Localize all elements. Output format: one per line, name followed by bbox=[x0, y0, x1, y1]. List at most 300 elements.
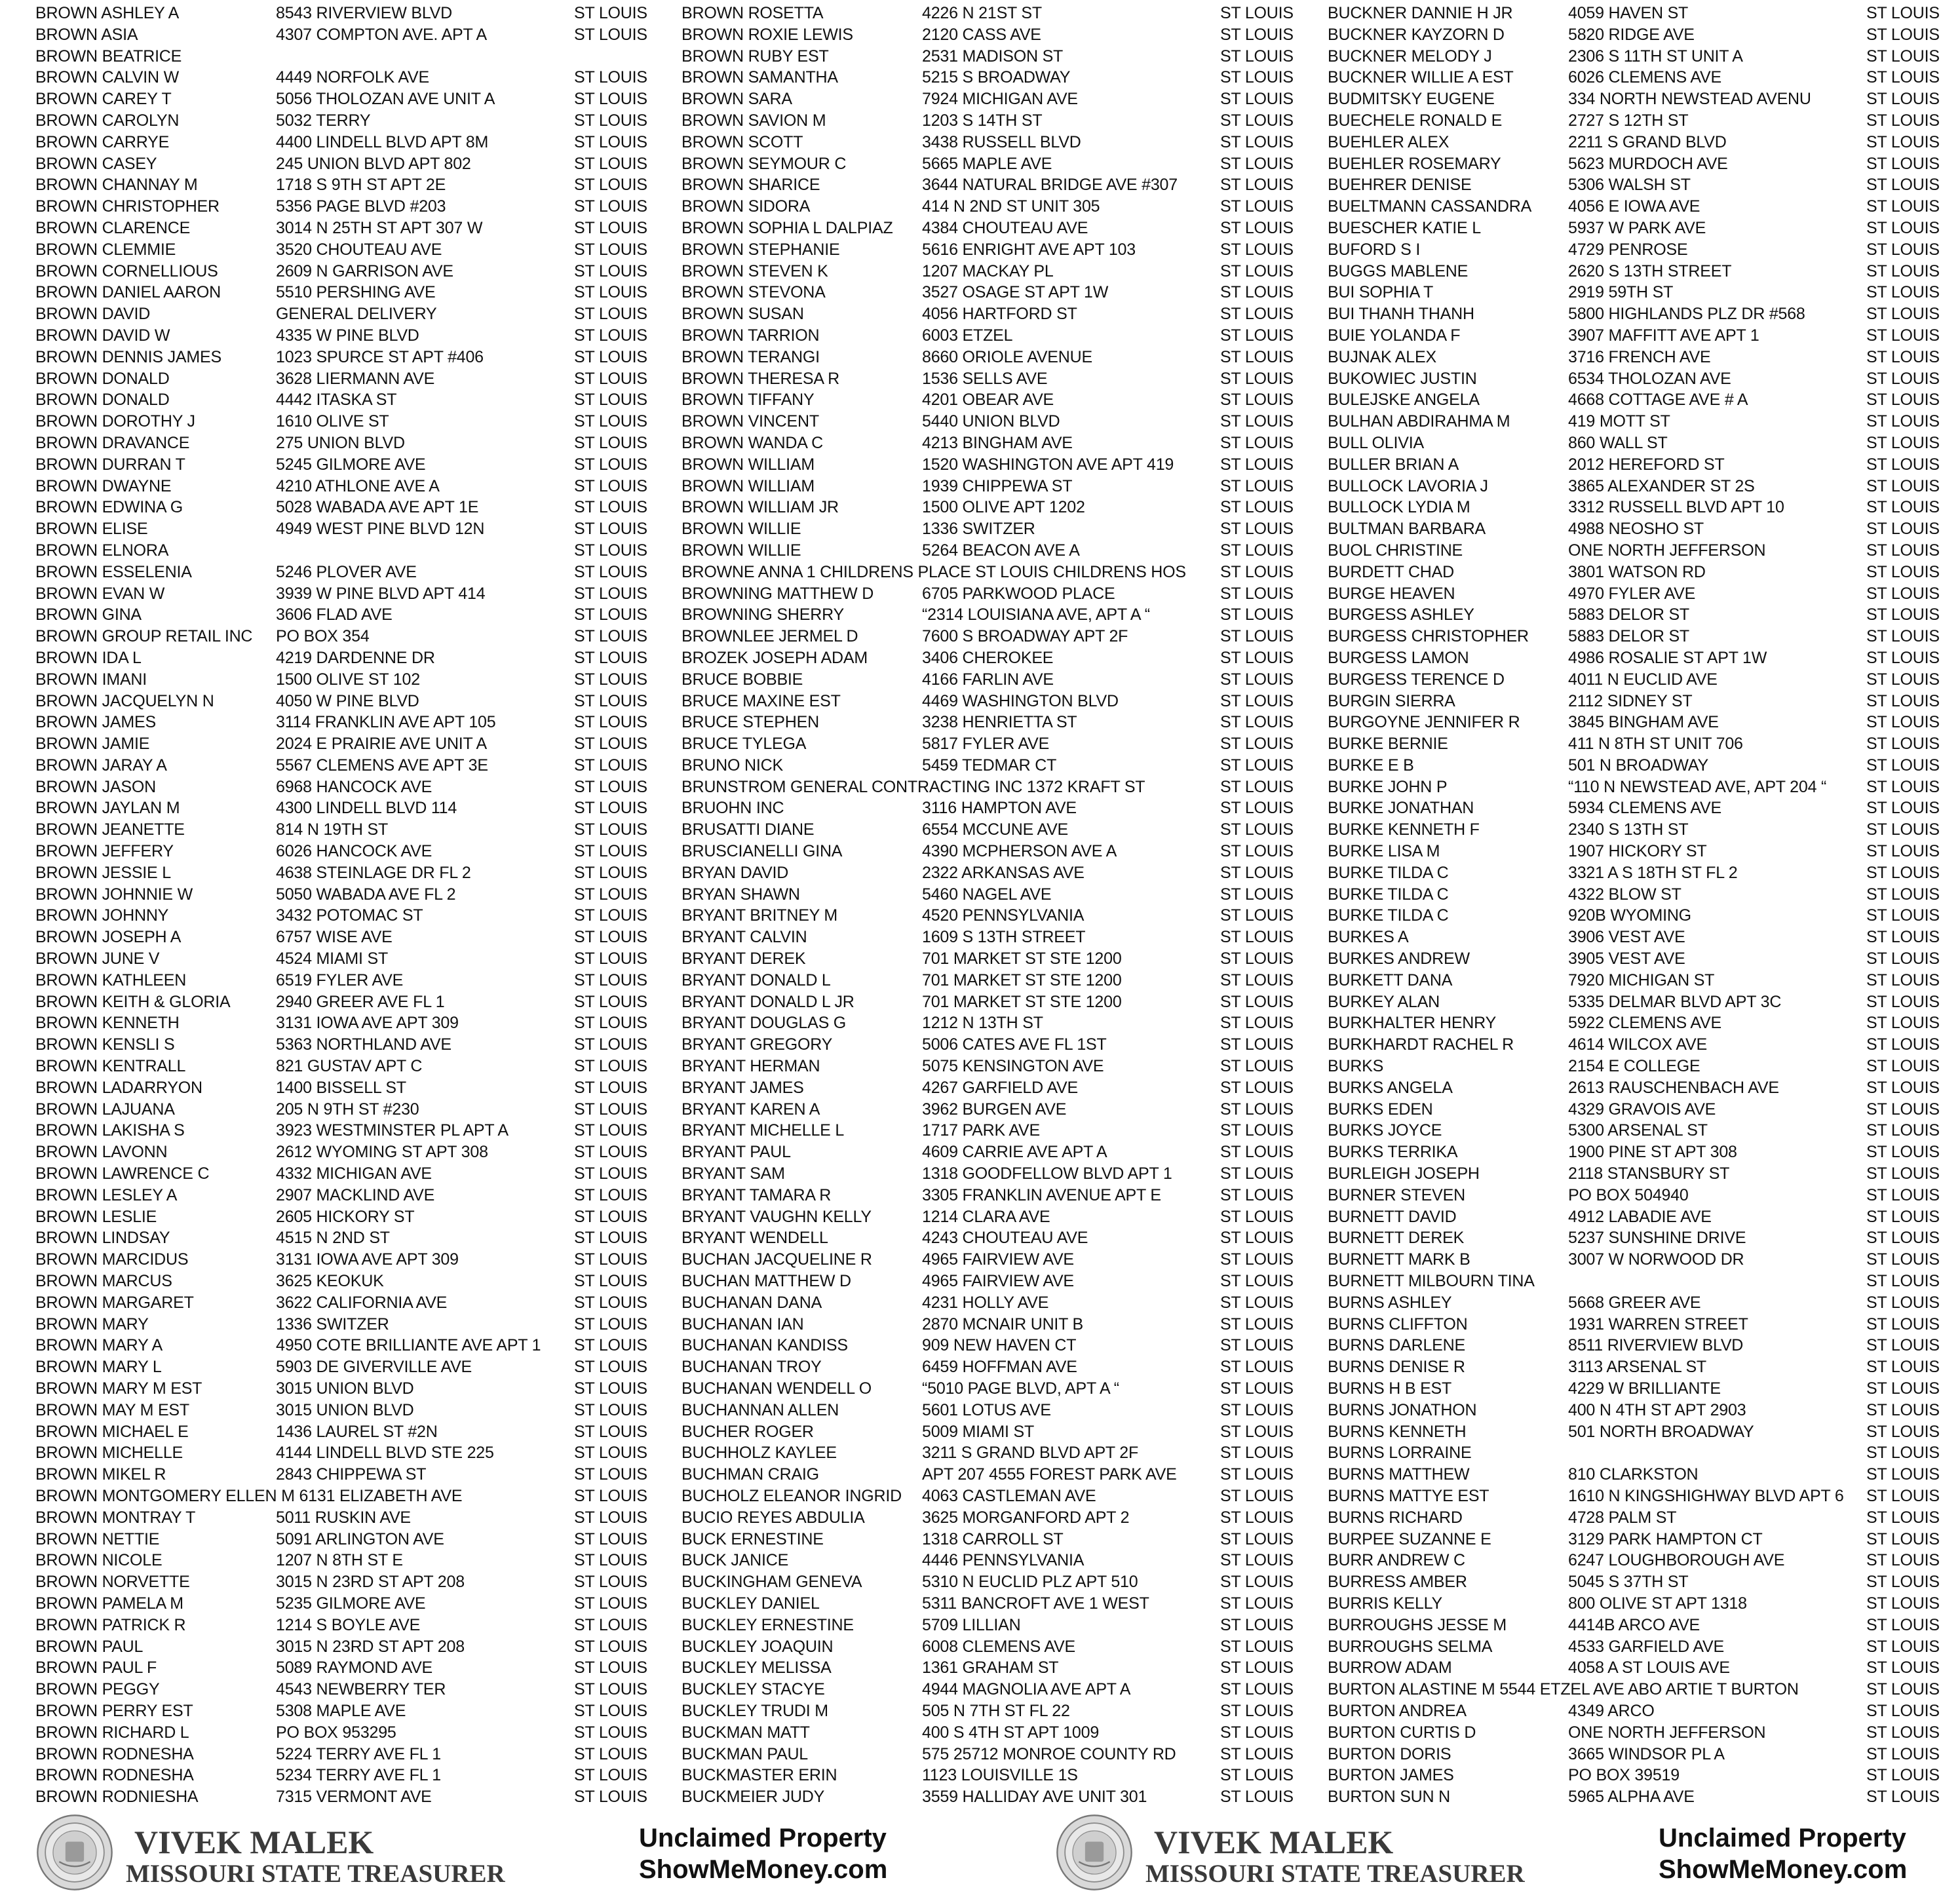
owner-city: ST LOUIS bbox=[574, 1379, 647, 1398]
listing-row bbox=[1328, 1700, 1957, 1722]
listing-row bbox=[35, 1593, 664, 1615]
owner-address: 505 N 7TH ST FL 22 bbox=[922, 1701, 1070, 1720]
owner-city: ST LOUIS bbox=[1220, 111, 1294, 130]
owner-address: 5820 RIDGE AVE bbox=[1568, 25, 1695, 44]
owner-city: ST LOUIS bbox=[574, 197, 647, 216]
owner-city: ST LOUIS bbox=[1220, 1272, 1294, 1291]
owner-name: BROWN CARRYE bbox=[35, 132, 170, 151]
owner-name: BROWN CHRISTOPHER bbox=[35, 197, 220, 216]
owner-name: BROWN SCOTT bbox=[682, 132, 803, 151]
owner-name: BURKS bbox=[1328, 1057, 1384, 1076]
owner-address: 4384 CHOUTEAU AVE bbox=[922, 218, 1088, 237]
owner-name: BURNS KENNETH bbox=[1328, 1422, 1467, 1441]
owner-address: 5601 LOTUS AVE bbox=[922, 1400, 1051, 1419]
listing-row bbox=[1328, 454, 1957, 476]
listing-row bbox=[35, 1786, 664, 1808]
owner-address: 419 MOTT ST bbox=[1568, 412, 1670, 431]
owner-name: BUCKNER DANNIE H JR bbox=[1328, 4, 1513, 22]
owner-address: 7315 VERMONT AVE bbox=[276, 1788, 432, 1807]
owner-address: 4515 N 2ND ST bbox=[276, 1229, 390, 1248]
owner-name: BUCKMEIER JUDY bbox=[682, 1788, 825, 1807]
owner-name: BROWN JAMES bbox=[35, 713, 156, 732]
listing-row bbox=[35, 1636, 664, 1658]
listing-row bbox=[1328, 1314, 1957, 1335]
owner-city: ST LOUIS bbox=[1220, 992, 1294, 1011]
owner-address: 4965 FAIRVIEW AVE bbox=[922, 1250, 1074, 1269]
listing-row bbox=[682, 1571, 1311, 1593]
listing-row bbox=[1328, 647, 1957, 669]
owner-address: 2012 HEREFORD ST bbox=[1568, 455, 1725, 474]
owner-address: 5623 MURDOCH AVE bbox=[1568, 154, 1728, 173]
owner-name: BROWN WILLIAM bbox=[682, 476, 815, 495]
listing-row bbox=[35, 476, 664, 497]
owner-name: BUCKLEY STACYE bbox=[682, 1680, 825, 1699]
listing-row bbox=[682, 46, 1311, 67]
owner-address: 3015 N 23RD ST APT 208 bbox=[276, 1637, 465, 1656]
owner-name: BURGESS ASHLEY bbox=[1328, 605, 1474, 624]
listing-row bbox=[682, 647, 1311, 669]
owner-city: ST LOUIS bbox=[1220, 670, 1294, 689]
listing-row bbox=[1328, 1034, 1957, 1056]
owner-name: BROWN WANDA C bbox=[682, 433, 823, 452]
owner-name: BROWN CAREY T bbox=[35, 90, 172, 109]
owner-name: BROWN TIFFANY bbox=[682, 391, 815, 410]
listing-row bbox=[1328, 1249, 1957, 1271]
owner-address: 4056 E IOWA AVE bbox=[1568, 197, 1701, 216]
treasurer-title: MISSOURI STATE TREASURER bbox=[126, 1860, 505, 1888]
listing-row bbox=[35, 497, 664, 518]
listing-row bbox=[682, 1012, 1311, 1034]
owner-address: 1907 HICKORY ST bbox=[1568, 842, 1707, 861]
owner-address: 6003 ETZEL bbox=[922, 326, 1013, 345]
listing-row bbox=[1328, 905, 1957, 927]
owner-city: ST LOUIS bbox=[1220, 498, 1294, 517]
listing-row bbox=[1328, 239, 1957, 261]
owner-name: BROWN ROSETTA bbox=[682, 4, 824, 22]
listing-row bbox=[35, 1271, 664, 1292]
owner-name: BUCHANAN KANDISS bbox=[682, 1336, 848, 1355]
owner-name: BROWN SIDORA bbox=[682, 197, 811, 216]
owner-name: BROWN SUSAN bbox=[682, 305, 804, 324]
owner-city: ST LOUIS bbox=[1220, 476, 1294, 495]
owner-city: ST LOUIS bbox=[574, 756, 647, 775]
owner-address: 1536 SELLS AVE bbox=[922, 369, 1048, 388]
listing-row bbox=[682, 733, 1311, 755]
owner-address: 5922 CLEMENS AVE bbox=[1568, 1014, 1721, 1033]
listing-row bbox=[1328, 948, 1957, 970]
owner-address: 5056 THOLOZAN AVE UNIT A bbox=[276, 90, 495, 109]
owner-address: 1939 CHIPPEWA ST bbox=[922, 476, 1073, 495]
owner-name: BURGE HEAVEN bbox=[1328, 584, 1455, 603]
owner-address: 3923 WESTMINSTER PL APT A bbox=[276, 1121, 509, 1140]
owner-name: BROWN PERRY EST bbox=[35, 1701, 193, 1720]
owner-city: ST LOUIS bbox=[1866, 305, 1940, 324]
owner-city: ST LOUIS bbox=[1220, 1594, 1294, 1613]
listing-row bbox=[35, 862, 664, 884]
owner-city: ST LOUIS bbox=[1220, 1314, 1294, 1333]
owner-address: 3406 CHEROKEE bbox=[922, 648, 1054, 667]
listing-row bbox=[682, 411, 1311, 432]
owner-name: BROWN CALVIN W bbox=[35, 68, 179, 87]
owner-address: 4335 W PINE BLVD bbox=[276, 326, 419, 345]
listing-row bbox=[35, 1550, 664, 1571]
owner-city: ST LOUIS bbox=[1866, 1121, 1940, 1140]
listing-row bbox=[35, 88, 664, 110]
owner-city: ST LOUIS bbox=[1220, 584, 1294, 603]
listing-row bbox=[682, 196, 1311, 218]
owner-address: 4668 COTTAGE AVE # A bbox=[1568, 391, 1748, 410]
owner-name: BROWN PEGGY bbox=[35, 1680, 160, 1699]
listing-row bbox=[682, 712, 1311, 733]
owner-address: 6008 CLEMENS AVE bbox=[922, 1637, 1075, 1656]
owner-address: 5335 DELMAR BLVD APT 3C bbox=[1568, 992, 1782, 1011]
owner-city: ST LOUIS bbox=[1866, 713, 1940, 732]
owner-address: 4219 DARDENNE DR bbox=[276, 648, 435, 667]
owner-address: 5246 PLOVER AVE bbox=[276, 562, 417, 581]
owner-city: ST LOUIS bbox=[1866, 1078, 1940, 1097]
owner-city: ST LOUIS bbox=[574, 433, 647, 452]
owner-address: 3622 CALIFORNIA AVE bbox=[276, 1293, 448, 1312]
owner-name: BUCHOLZ ELEANOR INGRID bbox=[682, 1486, 902, 1505]
listing-row bbox=[682, 970, 1311, 991]
owner-address: 810 CLARKSTON bbox=[1568, 1465, 1699, 1484]
owner-name: BURKE TILDA C bbox=[1328, 906, 1449, 925]
owner-name: BROWNE ANNA 1 CHILDRENS PLACE ST LOUIS CHILDRENS HOS bbox=[682, 562, 1186, 581]
listing-row bbox=[682, 1185, 1311, 1206]
owner-city: ST LOUIS bbox=[1866, 283, 1940, 302]
owner-city: ST LOUIS bbox=[1220, 1143, 1294, 1162]
listing-row bbox=[1328, 1657, 1957, 1679]
owner-name: BURNS CLIFFTON bbox=[1328, 1314, 1468, 1333]
owner-city: ST LOUIS bbox=[574, 906, 647, 925]
listing-row bbox=[1328, 1400, 1957, 1421]
listing-row bbox=[1328, 1099, 1957, 1121]
owner-city: ST LOUIS bbox=[1866, 476, 1940, 495]
owner-name: BURKS ANGELA bbox=[1328, 1078, 1453, 1097]
owner-address: 5235 GILMORE AVE bbox=[276, 1594, 426, 1613]
owner-city: ST LOUIS bbox=[1866, 1250, 1940, 1269]
owner-name: BROWN ELISE bbox=[35, 520, 148, 539]
program-name: Unclaimed Property bbox=[1659, 1824, 1906, 1852]
owner-name: BROWN LINDSAY bbox=[35, 1229, 170, 1248]
owner-city: ST LOUIS bbox=[1866, 562, 1940, 581]
owner-city: ST LOUIS bbox=[574, 1508, 647, 1527]
owner-name: BRYANT DONALD L JR bbox=[682, 992, 855, 1011]
owner-city: ST LOUIS bbox=[1220, 713, 1294, 732]
owner-address: 5937 W PARK AVE bbox=[1568, 218, 1706, 237]
listing-row bbox=[682, 583, 1311, 605]
owner-city: ST LOUIS bbox=[574, 1573, 647, 1592]
listing-row bbox=[35, 777, 664, 798]
owner-name: BROWN SEYMOUR C bbox=[682, 154, 847, 173]
owner-name: BUESCHER KATIE L bbox=[1328, 218, 1481, 237]
owner-city: ST LOUIS bbox=[1220, 326, 1294, 345]
owner-address: 4349 ARCO bbox=[1568, 1701, 1655, 1720]
owner-address: 5440 UNION BLVD bbox=[922, 412, 1060, 431]
owner-city: ST LOUIS bbox=[1866, 627, 1940, 646]
owner-name: BURKHALTER HENRY bbox=[1328, 1014, 1497, 1033]
owner-address: 2306 S 11TH ST UNIT A bbox=[1568, 47, 1743, 66]
owner-address: 4166 FARLIN AVE bbox=[922, 670, 1054, 689]
owner-address: 3606 FLAD AVE bbox=[276, 605, 393, 624]
owner-address: 1214 S BOYLE AVE bbox=[276, 1615, 421, 1634]
owner-address: 3321 A S 18TH ST FL 2 bbox=[1568, 863, 1738, 882]
listing-row bbox=[682, 1335, 1311, 1356]
owner-name: BUCHHOLZ KAYLEE bbox=[682, 1444, 837, 1463]
owner-city: ST LOUIS bbox=[1220, 970, 1294, 989]
owner-address: 4056 HARTFORD ST bbox=[922, 305, 1077, 324]
listing-row bbox=[35, 1056, 664, 1077]
owner-city: ST LOUIS bbox=[1866, 1529, 1940, 1548]
owner-address: 6968 HANCOCK AVE bbox=[276, 777, 432, 796]
listing-row bbox=[35, 669, 664, 691]
listing-row bbox=[35, 647, 664, 669]
owner-name: BROWN MARY M EST bbox=[35, 1379, 202, 1398]
owner-address: 7600 S BROADWAY APT 2F bbox=[922, 627, 1128, 646]
owner-city: ST LOUIS bbox=[574, 326, 647, 345]
owner-address: 2613 RAUSCHENBACH AVE bbox=[1568, 1078, 1779, 1097]
owner-name: BROWN LESLIE bbox=[35, 1207, 157, 1226]
owner-name: BURPEE SUZANNE E bbox=[1328, 1529, 1491, 1548]
listing-row bbox=[1328, 1786, 1957, 1808]
owner-city: ST LOUIS bbox=[574, 154, 647, 173]
listing-row bbox=[35, 1571, 664, 1593]
owner-city: ST LOUIS bbox=[574, 520, 647, 539]
owner-city: ST LOUIS bbox=[1866, 1143, 1940, 1162]
owner-city: ST LOUIS bbox=[1866, 670, 1940, 689]
owner-city: ST LOUIS bbox=[574, 68, 647, 87]
owner-name: BRYANT CALVIN bbox=[682, 928, 807, 947]
owner-name: BROWN ESSELENIA bbox=[35, 562, 192, 581]
owner-name: BROWN WILLIAM bbox=[682, 455, 815, 474]
owner-city: ST LOUIS bbox=[1866, 1744, 1940, 1763]
owner-city: ST LOUIS bbox=[1220, 735, 1294, 754]
owner-address: 1203 S 14TH ST bbox=[922, 111, 1043, 130]
owner-name: BRUOHN INC bbox=[682, 799, 784, 818]
owner-name: BURNS MATTHEW bbox=[1328, 1465, 1470, 1484]
listing-row bbox=[682, 927, 1311, 948]
owner-city: ST LOUIS bbox=[1220, 1444, 1294, 1463]
listing-row bbox=[1328, 1529, 1957, 1550]
listing-row bbox=[682, 476, 1311, 497]
listing-row bbox=[35, 1486, 664, 1507]
owner-name: BROWN MICHAEL E bbox=[35, 1422, 189, 1441]
owner-name: BUCK ERNESTINE bbox=[682, 1529, 824, 1548]
owner-address: 4201 OBEAR AVE bbox=[922, 391, 1054, 410]
owner-city: ST LOUIS bbox=[1220, 605, 1294, 624]
owner-city: ST LOUIS bbox=[1866, 520, 1940, 539]
owner-city: ST LOUIS bbox=[574, 412, 647, 431]
owner-name: BURNS DARLENE bbox=[1328, 1336, 1465, 1355]
owner-address: 909 NEW HAVEN CT bbox=[922, 1336, 1077, 1355]
owner-city: ST LOUIS bbox=[574, 1766, 647, 1785]
owner-address: 4063 CASTLEMAN AVE bbox=[922, 1486, 1096, 1505]
owner-address: 1500 OLIVE APT 1202 bbox=[922, 498, 1085, 517]
listing-row bbox=[1328, 110, 1957, 132]
owner-name: BROWNING SHERRY bbox=[682, 605, 844, 624]
owner-address: 3014 N 25TH ST APT 307 W bbox=[276, 218, 483, 237]
listing-row bbox=[35, 411, 664, 432]
listing-row bbox=[682, 1227, 1311, 1249]
listing-row bbox=[35, 67, 664, 88]
listing-row bbox=[35, 927, 664, 948]
listing-row bbox=[1328, 1378, 1957, 1400]
owner-name: BURR ANDREW C bbox=[1328, 1551, 1465, 1570]
owner-name: BROWN SAMANTHA bbox=[682, 68, 838, 87]
owner-address: PO BOX 354 bbox=[276, 627, 370, 646]
owner-address: 3015 UNION BLVD bbox=[276, 1400, 414, 1419]
owner-address: 4300 LINDELL BLVD 114 bbox=[276, 799, 457, 818]
listing-row bbox=[682, 1271, 1311, 1292]
owner-name: BROWN JOSEPH A bbox=[35, 928, 182, 947]
owner-city: ST LOUIS bbox=[1866, 1422, 1940, 1441]
listing-row bbox=[682, 691, 1311, 712]
footer-group-right bbox=[1020, 1809, 1960, 1899]
owner-name: BROWN DWAYNE bbox=[35, 476, 172, 495]
listing-row bbox=[682, 626, 1311, 647]
listing-row bbox=[1328, 325, 1957, 347]
owner-name: BROZEK JOSEPH ADAM bbox=[682, 648, 868, 667]
listing-row bbox=[1328, 1227, 1957, 1249]
owner-address: 1318 CARROLL ST bbox=[922, 1529, 1064, 1548]
owner-city: ST LOUIS bbox=[1220, 1573, 1294, 1592]
owner-city: ST LOUIS bbox=[1220, 777, 1294, 796]
listing-row bbox=[1328, 411, 1957, 432]
listing-row bbox=[35, 991, 664, 1013]
owner-city: ST LOUIS bbox=[1866, 1788, 1940, 1807]
owner-name: BURLEIGH JOSEPH bbox=[1328, 1164, 1480, 1183]
owner-city: ST LOUIS bbox=[574, 885, 647, 904]
owner-city: ST LOUIS bbox=[1220, 520, 1294, 539]
owner-address: 3962 BURGEN AVE bbox=[922, 1100, 1067, 1119]
owner-name: BUOL CHRISTINE bbox=[1328, 541, 1463, 560]
owner-name: BROWN MARY L bbox=[35, 1358, 162, 1377]
owner-address: 8511 RIVERVIEW BLVD bbox=[1568, 1336, 1744, 1355]
listing-column-2 bbox=[682, 3, 1311, 1808]
owner-address: 3211 S GRAND BLVD APT 2F bbox=[922, 1444, 1139, 1463]
owner-city: ST LOUIS bbox=[1866, 132, 1940, 151]
owner-name: BUCKLEY ERNESTINE bbox=[682, 1615, 854, 1634]
owner-name: BRYANT JAMES bbox=[682, 1078, 804, 1097]
listing-row bbox=[35, 540, 664, 562]
listing-row bbox=[682, 884, 1311, 906]
listing-row bbox=[35, 239, 664, 261]
owner-city: ST LOUIS bbox=[574, 391, 647, 410]
owner-name: BROWN CHANNAY M bbox=[35, 176, 198, 195]
listing-row bbox=[1328, 1722, 1957, 1744]
owner-city: ST LOUIS bbox=[1866, 541, 1940, 560]
owner-city: ST LOUIS bbox=[1220, 1078, 1294, 1097]
owner-address: 6247 LOUGHBOROUGH AVE bbox=[1568, 1551, 1785, 1570]
owner-name: BURKE LISA M bbox=[1328, 842, 1440, 861]
owner-name: BRYANT DONALD L bbox=[682, 970, 831, 989]
owner-name: BROWN GROUP RETAIL INC bbox=[35, 627, 253, 646]
owner-city: ST LOUIS bbox=[574, 1788, 647, 1807]
owner-name: BROWN MICHELLE bbox=[35, 1444, 183, 1463]
listing-row bbox=[682, 1786, 1311, 1808]
listing-row bbox=[35, 755, 664, 777]
owner-address: 814 N 19TH ST bbox=[276, 820, 389, 839]
listing-row bbox=[1328, 669, 1957, 691]
owner-address: 400 S 4TH ST APT 1009 bbox=[922, 1723, 1100, 1742]
owner-city: ST LOUIS bbox=[1220, 799, 1294, 818]
listing-row bbox=[1328, 1507, 1957, 1529]
owner-name: BURNETT DAVID bbox=[1328, 1207, 1457, 1226]
listing-row bbox=[35, 583, 664, 605]
listing-row bbox=[1328, 518, 1957, 540]
owner-name: BROWN DOROTHY J bbox=[35, 412, 195, 431]
listing-row bbox=[35, 1099, 664, 1121]
owner-name: BROWN VINCENT bbox=[682, 412, 819, 431]
listing-row bbox=[35, 970, 664, 991]
owner-city: ST LOUIS bbox=[1866, 176, 1940, 195]
listing-row bbox=[682, 797, 1311, 819]
owner-city: ST LOUIS bbox=[1220, 1701, 1294, 1720]
owner-name: BULTMAN BARBARA bbox=[1328, 520, 1486, 539]
owner-city: ST LOUIS bbox=[1866, 111, 1940, 130]
owner-city: ST LOUIS bbox=[574, 132, 647, 151]
owner-address: 3625 MORGANFORD APT 2 bbox=[922, 1508, 1130, 1527]
owner-address: 4226 N 21ST ST bbox=[922, 4, 1042, 22]
owner-name: BRYANT BRITNEY M bbox=[682, 906, 838, 925]
owner-name: BURKETT DANA bbox=[1328, 970, 1453, 989]
owner-city: ST LOUIS bbox=[1220, 1422, 1294, 1441]
owner-address: 275 UNION BLVD bbox=[276, 433, 405, 452]
owner-address: 701 MARKET ST STE 1200 bbox=[922, 992, 1122, 1011]
owner-city: ST LOUIS bbox=[1220, 541, 1294, 560]
owner-address: 3801 WATSON RD bbox=[1568, 562, 1706, 581]
owner-name: BROWN RODNESHA bbox=[35, 1744, 194, 1763]
owner-address: 4638 STEINLAGE DR FL 2 bbox=[276, 863, 471, 882]
owner-city: ST LOUIS bbox=[1866, 1379, 1940, 1398]
owner-city: ST LOUIS bbox=[1866, 347, 1940, 366]
listing-row bbox=[1328, 1056, 1957, 1077]
listing-row bbox=[35, 562, 664, 583]
owner-city: ST LOUIS bbox=[1866, 1185, 1940, 1204]
owner-city: ST LOUIS bbox=[574, 1336, 647, 1355]
owner-address: 2120 CASS AVE bbox=[922, 25, 1041, 44]
owner-address: PO BOX 39519 bbox=[1568, 1766, 1680, 1785]
owner-city: ST LOUIS bbox=[1866, 1272, 1940, 1291]
listing-row bbox=[1328, 1292, 1957, 1314]
owner-address: 2118 STANSBURY ST bbox=[1568, 1164, 1730, 1183]
owner-city: ST LOUIS bbox=[1220, 562, 1294, 581]
owner-name: BURTON SUN N bbox=[1328, 1788, 1450, 1807]
listing-row bbox=[682, 604, 1311, 626]
owner-address: 5965 ALPHA AVE bbox=[1568, 1788, 1695, 1807]
owner-city: ST LOUIS bbox=[1220, 347, 1294, 366]
owner-address: 6519 FYLER AVE bbox=[276, 970, 404, 989]
owner-address: 4267 GARFIELD AVE bbox=[922, 1078, 1078, 1097]
listing-row bbox=[1328, 1765, 1957, 1786]
owner-address: 5237 SUNSHINE DRIVE bbox=[1568, 1229, 1746, 1248]
owner-city: ST LOUIS bbox=[1220, 1508, 1294, 1527]
listing-row bbox=[1328, 927, 1957, 948]
owner-name: BRYANT DEREK bbox=[682, 949, 806, 969]
owner-city: ST LOUIS bbox=[1866, 1164, 1940, 1183]
owner-city: ST LOUIS bbox=[1866, 1594, 1940, 1613]
listing-row bbox=[682, 1421, 1311, 1443]
owner-city: ST LOUIS bbox=[574, 1143, 647, 1162]
owner-name: BUCHMAN CRAIG bbox=[682, 1465, 819, 1484]
listing-row bbox=[682, 325, 1311, 347]
owner-city: ST LOUIS bbox=[574, 541, 647, 560]
listing-row bbox=[682, 1356, 1311, 1378]
listing-row bbox=[1328, 733, 1957, 755]
listing-row bbox=[35, 282, 664, 303]
owner-city: ST LOUIS bbox=[1866, 1701, 1940, 1720]
owner-city: ST LOUIS bbox=[1220, 691, 1294, 710]
